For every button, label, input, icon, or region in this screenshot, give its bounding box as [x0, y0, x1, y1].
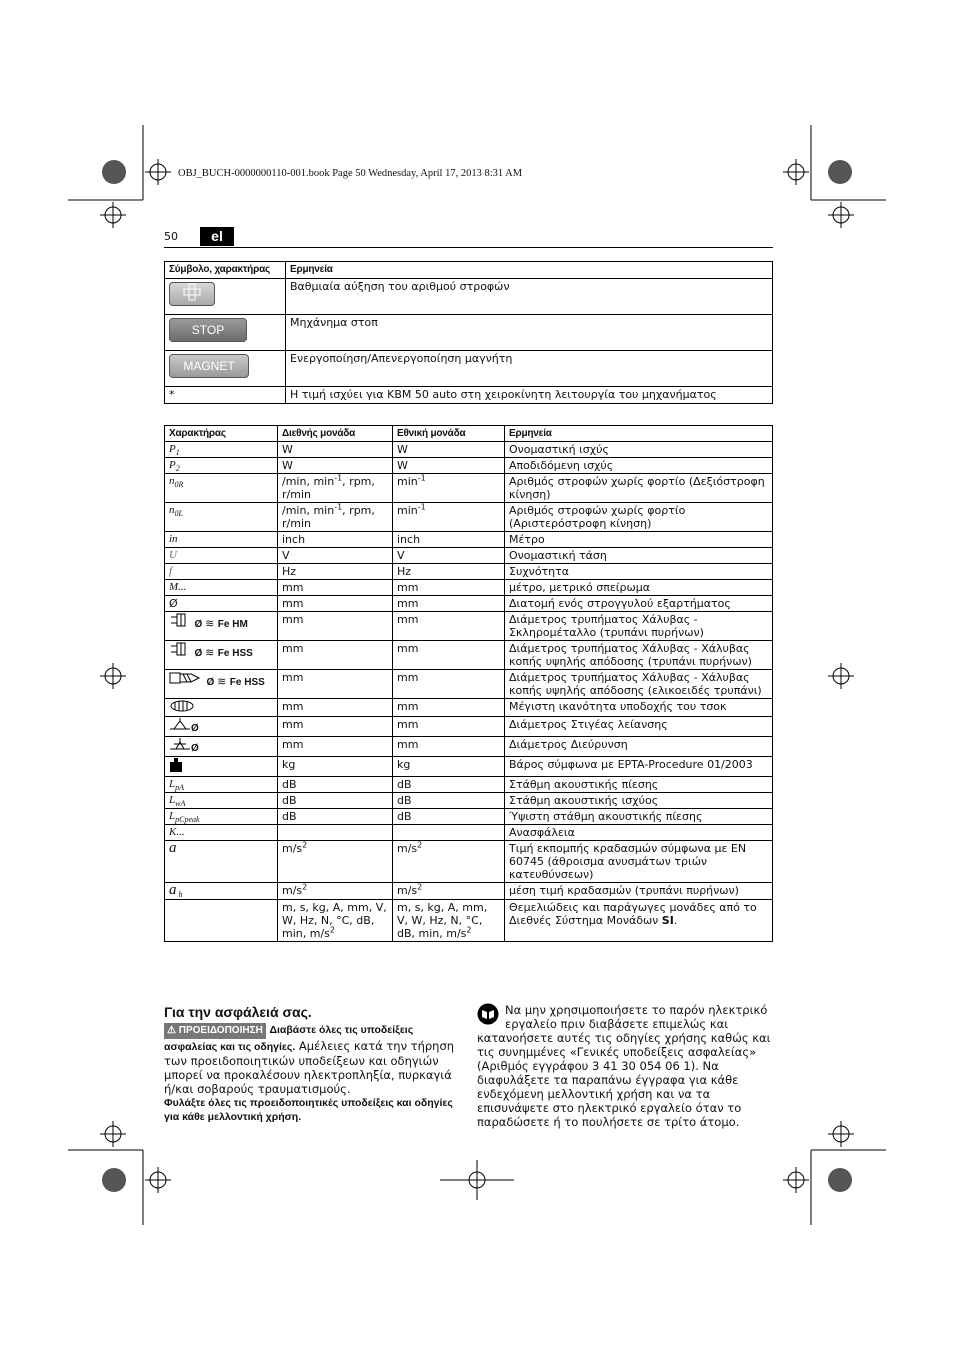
col-header-meaning: Ερμηνεία: [286, 262, 773, 279]
table-row: f Hz Hz Συχνότητα: [165, 564, 773, 580]
chuck-icon: [169, 702, 195, 715]
language-badge: el: [200, 227, 234, 246]
character-cell: $n_{0L}$: [165, 503, 278, 532]
core-drill-icon: [169, 617, 191, 630]
steel-icon: ≋: [205, 617, 215, 630]
table-row: $P_1$ W W Ονομαστική ισχύς: [165, 442, 773, 458]
safety-title: Για την ασφάλειά σας.: [164, 1004, 312, 1020]
table-row: Ø ≋ Fe HSS mm mm Διάμετρος τρυπήματος Χάλυβας - Χάλυβας κοπής υψηλής απόδοσης (τρυπάνι πυρήνων): [165, 641, 773, 670]
col-header-meaning: Ερμηνεία: [505, 426, 773, 442]
table-row: Ø ≋ Fe HM mm mm Διάμετρος τρυπήματος Χάλυβας - Σκληρομέταλλο (τρυπάνι πυρήνων): [165, 612, 773, 641]
symbol-cell: *: [165, 387, 286, 404]
magnet-key-icon: MAGNET: [169, 354, 249, 378]
table-row: M... mm mm μέτρο, μετρικό σπείρωμα: [165, 580, 773, 596]
core-drill-icon: [169, 646, 191, 659]
col-header-symbol: Σύμβολο, χαρακτήρας: [165, 262, 286, 279]
table-row: $n_{0L}$ /min, $\min^{-1}$, rpm, r/min $\min^{-1}$ Αριθμός στροφών χωρίς φορτίο (Αριστερόστροφη κίνηση): [165, 503, 773, 532]
character-cell: $P_1$: [165, 442, 278, 458]
table-row: [165, 279, 773, 315]
table-row: K... Ανασφάλεια: [165, 825, 773, 841]
steel-icon: ≋: [205, 646, 215, 659]
table-row: Ø ≋ Fe HSS mm mm Διάμετρος τρυπήματος Χάλυβας - Χάλυβας κοπής υψηλής απόδοσης (ελικοειδές τρυπάνι): [165, 670, 773, 699]
table-row: kg kg Βάρος σύμφωνα με EPTA-Procedure 01/2003: [165, 757, 773, 777]
table-row: $L_{wA}$ dB dB Στάθμη ακουστικής ισχύος: [165, 793, 773, 809]
grinding-icon: [169, 721, 191, 734]
steel-icon: ≋: [217, 675, 227, 688]
units-table: [164, 425, 773, 942]
table-row: mm mm Μέγιστη ικανότητα υποδοχής του τσοκ: [165, 699, 773, 717]
table-row: a $_h$ $m/s^2$ $m/s^2$ μέση τιμή κραδασμών (τρυπάνι πυρήνων): [165, 883, 773, 900]
character-cell: $P_2$: [165, 458, 278, 474]
table-row: a $m/s^2$ $m/s^2$ Τιμή εκπομπής κραδασμών σύμφωνα με EN 60745 (άθροισμα ανυσμάτων τριών κατευθύνσεων): [165, 841, 773, 883]
table-row: [165, 315, 773, 351]
character-cell: $n_{0R}$: [165, 474, 278, 503]
col-header-international-unit: Διεθνής μονάδα: [278, 426, 393, 442]
speed-increase-icon: [169, 282, 215, 306]
page-number: 50: [164, 230, 178, 243]
table-row: $n_{0R}$ /min, $\min^{-1}$, rpm, r/min $\min^{-1}$ Αριθμός στροφών χωρίς φορτίο (Δεξιόστροφη κίνηση): [165, 474, 773, 503]
header-rule: [164, 247, 773, 248]
stop-key-icon: STOP: [169, 318, 247, 342]
table-row: [165, 351, 773, 387]
table-row: m, s, kg, A, mm, V, W, Hz, N, °C, dB, min, $m/s^2$ m, s, kg, A, mm, V, W, Hz, N, °C, dB, min, $m/s^2$ Θεμελιώδεις και παράγωγες μονάδες από το Διεθνές Σύστημα Μονάδων SI.: [165, 900, 773, 942]
warning-badge: ⚠ ΠΡΟΕΙΔΟΠΟΙΗΣΗ: [164, 1023, 266, 1039]
table-row: Ø mm mm Διάμετρος Στιγέας λείανσης: [165, 717, 773, 737]
table-row: Ø mm mm Διατομή ενός στρογγυλού εξαρτήματος: [165, 596, 773, 612]
col-header-character: Χαρακτήρας: [165, 426, 278, 442]
book-info-line: OBJ_BUCH-0000000110-001.book Page 50 Wednesday, April 17, 2013 8:31 AM: [178, 168, 523, 179]
table-row: U V V Ονομαστική τάση: [165, 548, 773, 564]
read-manual-icon: [477, 1003, 499, 1028]
meaning-cell: Ενεργοποίηση/Απενεργοποίηση μαγνήτη: [286, 351, 773, 387]
table-row: [165, 387, 773, 404]
symbol-table: [164, 261, 773, 404]
weight-icon: [169, 762, 183, 775]
twist-drill-icon: [169, 675, 203, 688]
table-row: in inch inch Μέτρο: [165, 532, 773, 548]
table-row: Ø mm mm Διάμετρος Διεύρυνση: [165, 737, 773, 757]
table-row: $L_{pA}$ dB dB Στάθμη ακουστικής πίεσης: [165, 777, 773, 793]
meaning-cell: Μηχάνημα στοπ: [286, 315, 773, 351]
safety-warning-text: ⚠ ΠΡΟΕΙΔΟΠΟΙΗΣΗ Διαβάστε όλες τις υποδείξεις ασφαλείας και τις οδηγίες. Αμέλειες κατά την τήρηση των προειδοποιητικών υποδείξεων και οδηγιών μπορεί να προκαλέσουν ηλεκτροπληξία, πυρκαγιά ή/και σοβαρούς τραυματισμούς. Φυλάξτε όλες τις προειδοποιητικές υποδείξεις και οδηγίες για κάθε μελλοντική χρήση.: [164, 1024, 455, 1123]
col-header-national-unit: Εθνική μονάδα: [393, 426, 505, 442]
reaming-icon: [169, 741, 191, 754]
table-row: $P_2$ W W Αποδιδόμενη ισχύς: [165, 458, 773, 474]
read-manual-text: Να μην χρησιμοποιήσετε το παρόν ηλεκτρικό εργαλείο πριν διαβάσετε επιμελώς και κατανοήσετε αυτές τις οδηγίες χρήσης καθώς και τις συνημμένες «Γενικές υποδείξεις ασφαλείας» (Αριθμός εγγράφου 3 41 30 054 06 1). Να διαφυλάξετε τα παραπάνω έγγραφα για κάθε ενδεχόμενη μελλοντική χρήση και να τα επισυνάψετε στο ηλεκτρικό εργαλείο όταν το παραδώσετε ή το πουλήσετε σε τρίτο άτομο.: [477, 1003, 771, 1129]
table-row: $L_{pCpeak}$ dB dB Ύψιστη στάθμη ακουστικής πίεσης: [165, 809, 773, 825]
meaning-cell: Βαθμιαία αύξηση του αριθμού στροφών: [286, 279, 773, 315]
meaning-cell: Η τιμή ισχύει για KBM 50 auto στη χειροκίνητη λειτουργία του μηχανήματος: [286, 387, 773, 404]
